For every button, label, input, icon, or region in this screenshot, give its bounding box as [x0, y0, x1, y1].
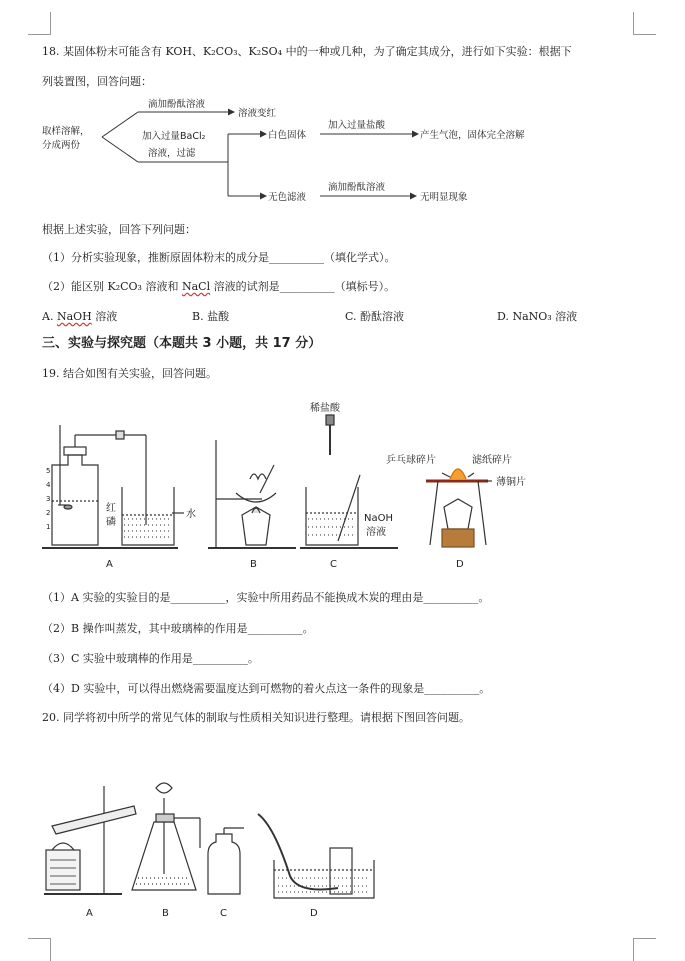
- figure20-label-c: C: [220, 908, 227, 919]
- q18-option-d: [497, 308, 577, 324]
- crop-mark-bottom-left: [28, 938, 51, 961]
- q19-sub4: （4）D 实验中，可以得出燃烧需要温度达到可燃物的着火点这一条件的现象是__________。: [42, 682, 491, 695]
- label-naoh-2: 溶液: [366, 527, 386, 538]
- apparatus-d: [426, 469, 492, 547]
- flow-arrow-top-label: 滴加酚酞溶液: [148, 99, 206, 110]
- apparatus-20a: [44, 786, 136, 894]
- label-water: 水: [186, 509, 196, 520]
- flow-filtrate: 无色滤液: [268, 192, 307, 203]
- flow-branch-up: [102, 112, 138, 137]
- label-naoh-1: NaOH: [364, 513, 393, 524]
- flow-mid-label-2: 溶液，过滤: [148, 148, 196, 159]
- q18-intro: 根据上述实验，回答下列问题：: [42, 223, 196, 236]
- flow-result-acid: 产生气泡，固体完全溶解: [420, 130, 525, 141]
- flow-mid-label-1: 加入过量BaCl₂: [142, 131, 206, 142]
- q18-sub2-prefix: （2）能区别 K₂CO₃ 溶液和: [42, 280, 182, 293]
- label-filter-paper: 滤纸碎片: [472, 455, 512, 466]
- q18-sub2-wavy: NaCl: [181, 280, 211, 293]
- option-label: A.: [42, 310, 54, 323]
- option-text: NaNO₃ 溶液: [512, 310, 578, 323]
- apparatus-a: [42, 425, 184, 548]
- flow-arrow-filtrate-label: 滴加酚酞溶液: [328, 182, 386, 193]
- section3-title: 三、实验与探究题（本题共 3 小题，共 17 分）: [42, 336, 322, 351]
- figure20-label-a: A: [86, 908, 93, 919]
- figure-label-b: B: [250, 559, 257, 570]
- q18-options: [42, 308, 642, 324]
- flow-start-line2: 分成两份: [42, 140, 81, 151]
- option-wavy: NaOH: [56, 310, 92, 323]
- q18-sub2: [42, 279, 395, 295]
- apparatus-20d: [258, 814, 374, 898]
- option-label: D.: [497, 310, 509, 323]
- option-label: B.: [192, 310, 204, 323]
- crop-mark-top-left: [28, 12, 51, 35]
- crop-mark-bottom-right: [633, 938, 656, 961]
- q19-stem: 19. 结合如图有关实验，回答问题。: [42, 367, 217, 380]
- q18-option-c: [345, 308, 404, 324]
- q19-sub2: （2）B 操作叫蒸发，其中玻璃棒的作用是__________。: [42, 622, 314, 635]
- scale-3: 3: [46, 495, 51, 503]
- q19-sub1: （1）A 实验的实验目的是__________，实验中所用药品不能换成木炭的理由是__________。: [42, 591, 490, 604]
- label-copper: 薄铜片: [496, 477, 526, 488]
- label-pingpong: 乒乓球碎片: [386, 455, 436, 466]
- flow-result-top: 溶液变红: [238, 108, 277, 119]
- q20-stem: 20. 同学将初中所学的常见气体的制取与性质相关知识进行整理。请根据下图回答问题。: [42, 711, 470, 724]
- flow-branch-down: [102, 137, 138, 162]
- option-text: 盐酸: [207, 310, 230, 323]
- q18-sub1: （1）分析实验现象，推断原固体粉末的成分是__________（填化学式）。: [42, 251, 396, 264]
- apparatus-20c: [208, 828, 244, 894]
- option-label: C.: [345, 310, 357, 323]
- label-dilute-hcl: 稀盐酸: [310, 403, 340, 414]
- q18-stem-line1: 18. 某固体粉末可能含有 KOH、K₂CO₃、K₂SO₄ 中的一种或几种，为了确定其成分，进行如下实验：根据下: [42, 45, 572, 58]
- option-post: 溶液: [91, 310, 118, 323]
- q18-sub2-suffix: 溶液的试剂是__________（填标号）。: [210, 280, 396, 293]
- scale-1: 1: [46, 523, 51, 531]
- scale-2: 2: [46, 509, 51, 517]
- label-red-phosphorus-1: 红: [106, 503, 116, 514]
- q20-figure: [38, 770, 398, 925]
- flow-arrow-acid-label: 加入过量盐酸: [328, 120, 386, 131]
- q18-option-b: [192, 308, 229, 324]
- q19-sub3: （3）C 实验中玻璃棒的作用是__________。: [42, 652, 259, 665]
- option-text: 酚酞溶液: [360, 310, 405, 323]
- figure20-label-b: B: [162, 908, 169, 919]
- q19-figure: [38, 395, 598, 573]
- crop-mark-top-right: [633, 12, 656, 35]
- flow-white-solid: 白色固体: [268, 130, 307, 141]
- scale-4: 4: [46, 481, 51, 489]
- label-red-phosphorus-2: 磷: [106, 517, 116, 528]
- figure-label-c: C: [330, 559, 337, 570]
- apparatus-b: [208, 440, 296, 548]
- apparatus-20b: [132, 783, 200, 890]
- flow-result-filtrate: 无明显现象: [420, 192, 468, 203]
- figure-label-a: A: [106, 559, 113, 570]
- q18-flowchart: [38, 94, 598, 218]
- q18-stem-line2: 列装置图，回答问题：: [42, 75, 152, 88]
- figure20-label-d: D: [310, 908, 318, 919]
- scale-5: 5: [46, 467, 51, 475]
- q18-option-a: [42, 308, 117, 324]
- figure-label-d: D: [456, 559, 464, 570]
- flow-start-line1: 取样溶解，: [42, 126, 90, 137]
